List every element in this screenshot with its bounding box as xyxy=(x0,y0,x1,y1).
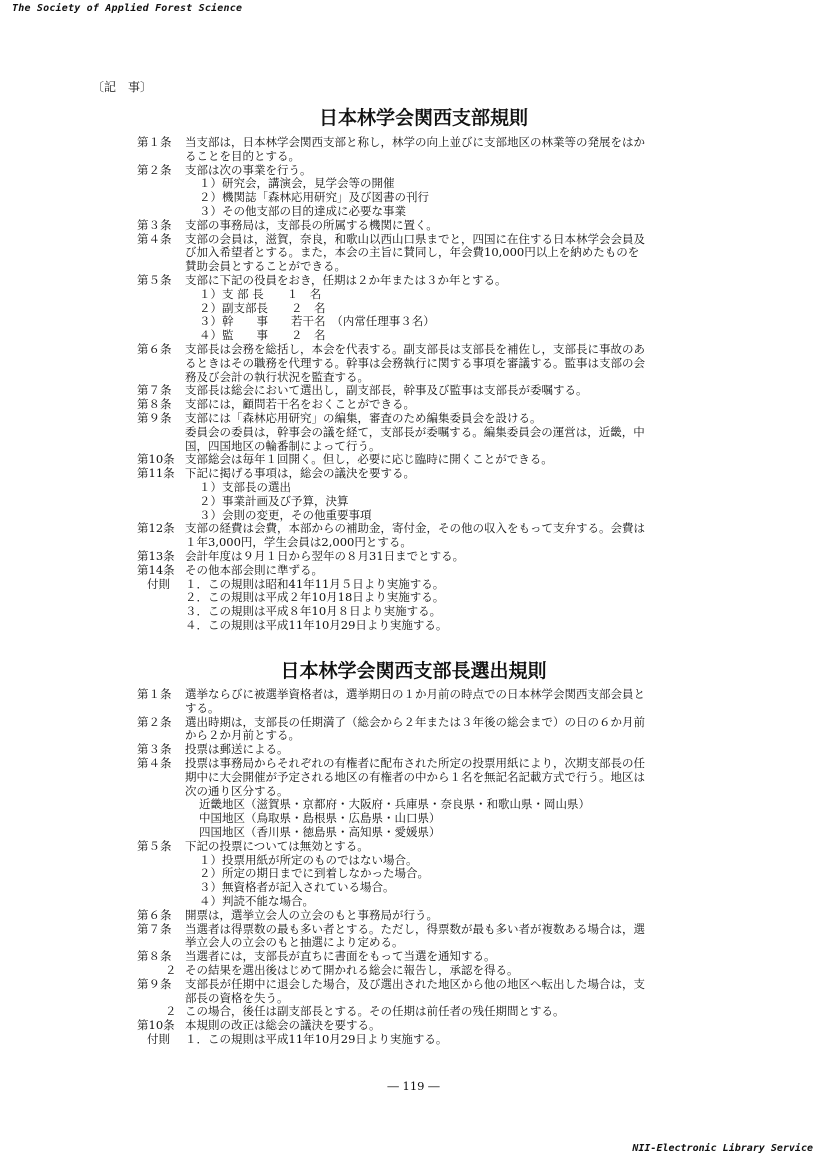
article-label: 第２条 xyxy=(137,714,172,729)
article-text-line: １．この規則は昭和41年11月５日より実施する。 xyxy=(185,576,445,591)
article-label: ２ xyxy=(165,962,177,977)
article-text-line: 支部の事務局は，支部長の所属する機関に置く。 xyxy=(185,217,438,232)
election-rules-articles xyxy=(137,688,697,1047)
article-text-line: １．この規則は平成11年10月29日より実施する。 xyxy=(185,1031,448,1046)
article xyxy=(137,578,697,633)
article-list-item: ２）所定の期日までに到着しなかった場合。 xyxy=(199,866,429,881)
article-text-line: ３．この規則は平成８年10月８日より実施する。 xyxy=(185,604,442,619)
article-label: 第２条 xyxy=(137,162,172,177)
article-text-line: 投票は事務局からそれぞれの有権者に配布された所定の投票用紙により，次期支部長の任 xyxy=(185,755,645,770)
article-list-item: 中国地区（鳥取県・島根県・広島県・山口県） xyxy=(199,811,441,826)
article-list-item: ２）事業計画及び予算，決算 xyxy=(199,493,349,508)
article-label: 第５条 xyxy=(137,838,172,853)
article-body xyxy=(185,384,697,398)
article-text-line: その他本部会則に準ずる。 xyxy=(185,562,323,577)
article-text-line: この場合，後任は副支部長とする。その任期は前任者の残任期間とする。 xyxy=(185,1004,565,1019)
article-text-line: 選出時期は，支部長の任期満了（総会から２年または３年後の総会まで）の日の６か月前 xyxy=(185,714,645,729)
article-label: 第３条 xyxy=(137,217,172,232)
article-text-line: から２か月前とする。 xyxy=(185,728,300,743)
article-body xyxy=(185,716,697,744)
article-body xyxy=(185,1019,697,1033)
article-body xyxy=(185,743,697,757)
article-body xyxy=(185,467,697,522)
article-text-line: 投票は郵送による。 xyxy=(185,742,289,757)
article xyxy=(137,384,697,398)
article xyxy=(137,453,697,467)
article xyxy=(137,978,697,1006)
article-body xyxy=(185,950,697,964)
article-text-line: 会計年度は９月１日から翌年の８月31日までとする。 xyxy=(185,548,465,563)
election-rules-title: 日本林学会関西支部長選出規則 xyxy=(280,660,547,682)
article-text-line: るときはその職務を代理する。幹事は会務執行に関する事項を審議する。監事は支部の会 xyxy=(185,355,645,370)
article xyxy=(137,274,697,343)
article-text-line: 本規則の改正は総会の議決を要する。 xyxy=(185,1018,381,1033)
article xyxy=(137,1005,697,1019)
article-label: 付則 xyxy=(147,1031,170,1046)
article-text-line: 支部長は総会において選出し，副支部長，幹事及び監事は支部長が委嘱する。 xyxy=(185,383,588,398)
article-body xyxy=(185,564,697,578)
article-text-line: 開票は，選挙立会人の立会のもと事務局が行う。 xyxy=(185,907,438,922)
article-text-line: ることを目的とする。 xyxy=(185,148,300,163)
article-label: 第６条 xyxy=(137,907,172,922)
article-text-line: 支部に下記の役員をおき，任期は２か年または３か年とする。 xyxy=(185,272,507,287)
article-text-line: 期中に大会開催が予定される地区の有権者の中から１名を無記名記載方式で行う。地区は xyxy=(185,769,645,784)
article-list-item: ２）副支部長 ２ 名 xyxy=(199,300,326,315)
article xyxy=(137,688,697,716)
page-number: ― 119 ― xyxy=(387,1079,440,1093)
article-body xyxy=(185,343,697,384)
article-text-line: 支部には，顧問若干名をおくことができる。 xyxy=(185,397,415,412)
article-list-item: 近畿地区（滋賀県・京都府・大阪府・兵庫県・奈良県・和歌山県・岡山県） xyxy=(199,797,590,812)
article-label: 第９条 xyxy=(137,976,172,991)
article-list-item: ２）機関誌「森林応用研究」及び図書の刊行 xyxy=(199,190,429,205)
article-label: 第13条 xyxy=(137,548,175,563)
article-body xyxy=(185,412,697,453)
article xyxy=(137,164,697,219)
article-text-line: び加入希望者とする。また，本会の主旨に賛同し，年会費10,000円以上を納めたものを xyxy=(185,245,640,260)
article-text-line: 選挙ならびに被選挙資格者は，選挙期日の１か月前の時点での日本林学会関西支部会員と xyxy=(185,687,645,701)
article-text-line: 下記の投票については無効とする。 xyxy=(185,838,369,853)
article-list-item: 四国地区（香川県・徳島県・高知県・愛媛県） xyxy=(199,824,441,839)
article-label: 付則 xyxy=(147,576,170,591)
article-text-line: 下記に掲げる事項は，総会の議決を要する。 xyxy=(185,466,415,481)
article-label: 第12条 xyxy=(137,521,175,536)
article-label: 第８条 xyxy=(137,397,172,412)
article-body xyxy=(185,909,697,923)
article xyxy=(137,964,697,978)
article xyxy=(137,923,697,951)
article-label: 第11条 xyxy=(137,466,175,481)
article-label: 第４条 xyxy=(137,755,172,770)
article xyxy=(137,1019,697,1033)
article-label: 第９条 xyxy=(137,410,172,425)
article-body xyxy=(185,398,697,412)
regulation-title: 日本林学会関西支部規則 xyxy=(318,107,528,129)
article-label: 第６条 xyxy=(137,341,172,356)
article-body xyxy=(185,1033,697,1047)
article-body xyxy=(185,978,697,1006)
article-body xyxy=(185,136,697,164)
article-text-line: その結果を選出後はじめて開かれる総会に報告し，承認を得る。 xyxy=(185,962,519,977)
article-text-line: ４．この規則は平成11年10月29日より実施する。 xyxy=(185,617,448,632)
article-list-item: ３）無資格者が記入されている場合。 xyxy=(199,880,395,895)
article-text-line: する。 xyxy=(185,700,220,715)
article xyxy=(137,467,697,522)
article-label: 第５条 xyxy=(137,272,172,287)
article-label: 第７条 xyxy=(137,921,172,936)
article xyxy=(137,743,697,757)
article-list-item: １）研究会，講演会，見学会等の開催 xyxy=(199,176,395,191)
article xyxy=(137,398,697,412)
article-list-item: １）投票用紙が所定のものではない場合。 xyxy=(199,852,418,867)
article-label: 第３条 xyxy=(137,742,172,757)
article-text-line: 国，四国地区の輪番制によって行う。 xyxy=(185,438,381,453)
article-label: 第１条 xyxy=(137,135,172,149)
article-text-line: 当選者は得票数の最も多い者とする。ただし，得票数が最も多い者が複数ある場合は，選 xyxy=(185,921,645,936)
article xyxy=(137,909,697,923)
article-text-line: 次の通り区分する。 xyxy=(185,783,289,798)
article-label: 第４条 xyxy=(137,231,172,246)
article-text-line: 支部長が任期中に退会した場合，及び選出された地区から他の地区へ転出した場合は，支 xyxy=(185,976,645,991)
article xyxy=(137,840,697,909)
article-text-line: 賛助会員とすることができる。 xyxy=(185,259,346,274)
article-text-line: 支部には「森林応用研究」の編集，審査のため編集委員会を設ける。 xyxy=(185,410,542,425)
article-text-line: １年3,000円，学生会員は2,000円とする。 xyxy=(185,535,412,550)
article-list-item: ４）監 事 ２ 名 xyxy=(199,328,326,343)
article-body xyxy=(185,550,697,564)
footer-credit: NII-Electronic Library Service xyxy=(632,1143,813,1154)
article-text-line: 当選者には，支部長が直ちに書面をもって当選を通知する。 xyxy=(185,949,496,964)
article-label: 第10条 xyxy=(137,452,175,467)
article-list-item: ３）幹 事 若干名 （内常任理事３名） xyxy=(199,314,435,329)
article-text-line: 部長の資格を失う。 xyxy=(185,990,289,1005)
article xyxy=(137,412,697,453)
article xyxy=(137,716,697,744)
article-label: 第14条 xyxy=(137,562,175,577)
article-label: 第１条 xyxy=(137,687,172,701)
article xyxy=(137,550,697,564)
article-label: 第７条 xyxy=(137,383,172,398)
journal-header: The Society of Applied Forest Science xyxy=(12,3,243,14)
article-list-item: １）支部長の選出 xyxy=(199,479,291,494)
article-list-item: ３）その他支部の目的達成に必要な事業 xyxy=(199,203,406,218)
article xyxy=(137,950,697,964)
article-body xyxy=(185,964,697,978)
article-text-line: 支部長は会務を総括し，本会を代表する。副支部長は支部長を補佐し，支部長に事故のあ xyxy=(185,341,645,356)
article-body xyxy=(185,578,697,633)
article xyxy=(137,1033,697,1047)
article xyxy=(137,233,697,274)
article-text-line: 支部の会員は，滋賀，奈良，和歌山以西山口県までと，四国に在住する日本林学会会員及 xyxy=(185,231,645,246)
article-text-line: 挙立会人の立会のもと抽選により定める。 xyxy=(185,935,404,950)
article-body xyxy=(185,164,697,219)
article-body xyxy=(185,923,697,951)
article-label: 第10条 xyxy=(137,1018,175,1033)
article-label: ２ xyxy=(165,1004,177,1019)
article-text-line: 務及び会計の執行状況を監査する。 xyxy=(185,369,369,384)
article-list-item: ４）判読不能な場合。 xyxy=(199,893,314,908)
article xyxy=(137,564,697,578)
article-body xyxy=(185,522,697,550)
article-text-line: 支部は次の事業を行う。 xyxy=(185,162,312,177)
article-text-line: 当支部は，日本林学会関西支部と称し，林学の向上並びに支部地区の林業等の発展をはか xyxy=(185,135,645,149)
article-body xyxy=(185,453,697,467)
article-body xyxy=(185,1005,697,1019)
article xyxy=(137,219,697,233)
article-list-item: １）支 部 長 １ 名 xyxy=(199,286,322,301)
article-list-item: ３）会則の変更，その他重要事項 xyxy=(199,507,372,522)
article xyxy=(137,136,697,164)
article-text-line: ２．この規則は平成２年10月18日より実施する。 xyxy=(185,590,445,605)
article-text-line: 支部総会は毎年１回開く。但し，必要に応じ臨時に開くことができる。 xyxy=(185,452,553,467)
article-body xyxy=(185,840,697,909)
article-text-line: 委員会の委員は，幹事会の議を経て，支部長が委嘱する。編集委員会の運営は，近畿，中 xyxy=(185,424,645,439)
article-body xyxy=(185,274,697,343)
article-label: 第８条 xyxy=(137,949,172,964)
article xyxy=(137,757,697,840)
article-body xyxy=(185,688,697,716)
section-label: 〔記 事〕 xyxy=(92,80,153,94)
article-body xyxy=(185,233,697,274)
article xyxy=(137,343,697,384)
article xyxy=(137,522,697,550)
article-body xyxy=(185,219,697,233)
regulation-articles xyxy=(137,136,697,633)
article-text-line: 支部の経費は会費，本部からの補助金，寄付金，その他の収入をもって支弁する。会費は xyxy=(185,521,645,536)
article-body xyxy=(185,757,697,840)
